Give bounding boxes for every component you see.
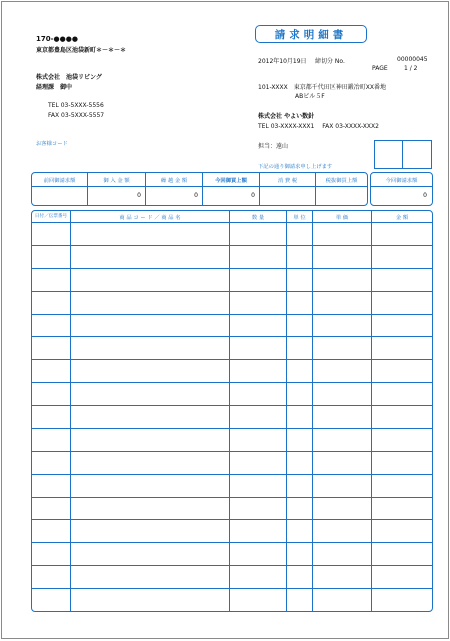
document-number: 00000045 <box>397 56 428 63</box>
closing-number-label: 締切分 No. <box>315 58 345 65</box>
table-row-divider <box>32 405 432 406</box>
summary-table <box>31 172 368 206</box>
billing-notice: 下記の通り御請求申し上げます <box>258 164 333 170</box>
summary-header-carried-over: 繰 越 金 額 <box>160 178 188 184</box>
summary-value-carried-over: 0 <box>194 192 198 199</box>
column-header-amount: 金 額 <box>395 215 409 221</box>
recipient-department: 経理課 御中 <box>36 84 73 91</box>
column-header-unit: 単 位 <box>293 215 306 221</box>
summary-header-payment-received: 御 入 金 額 <box>103 178 130 184</box>
column-header-quantity: 数 量 <box>251 215 265 221</box>
summary-header-current-billing: 今回御請求額 <box>385 178 418 184</box>
page-label: PAGE <box>372 65 388 72</box>
table-row-divider <box>32 474 432 475</box>
summary-header-pre-tax-purchases: 税抜御買上額 <box>325 178 358 184</box>
summary-value-payment-received: 0 <box>137 192 141 199</box>
summary-header-previous-billing: 前回御請求額 <box>43 178 76 184</box>
table-row-divider <box>32 451 432 452</box>
document-title: 請求明細書 <box>255 25 367 43</box>
summary-value-current-billing: 0 <box>423 192 427 199</box>
customer-code-label: お客様コード <box>36 141 68 147</box>
table-header-divider <box>32 222 432 223</box>
stamp-box <box>374 140 432 169</box>
table-row-divider <box>32 359 432 360</box>
table-row-divider <box>32 245 432 246</box>
issue-date: 2012年10月19日 <box>258 58 307 65</box>
table-row-divider <box>32 542 432 543</box>
recipient-postal-code: 170-●●●● <box>36 35 78 43</box>
summary-value-current-purchases: 0 <box>251 192 255 199</box>
page-number: 1 / 2 <box>404 65 418 72</box>
issuer-address: 101-XXXX 東京都千代田区神田鍛冶町XX番地 <box>258 84 386 91</box>
issuer-tel-fax: TEL 03-XXXX-XXX1 FAX 03-XXXX-XXX2 <box>258 123 379 130</box>
invoice-page <box>1 1 449 639</box>
recipient-address: 東京都豊島区池袋新町＊－＊－＊ <box>36 47 127 54</box>
table-row-divider <box>32 268 432 269</box>
table-row-divider <box>32 314 432 315</box>
summary-header-current-purchases: 今回御買上額 <box>215 178 247 184</box>
recipient-company: 株式会社 池袋リビング <box>36 74 102 81</box>
issuer-company: 株式会社 やよい数針 <box>258 113 315 120</box>
column-header-unit-price: 単 価 <box>335 215 349 221</box>
current-billing-box <box>370 172 433 206</box>
column-header-date-slip: 日付／伝票番号 <box>34 214 68 219</box>
issuer-building: ABビル５F <box>295 93 325 100</box>
issuer-person: 担当：遠山 <box>258 143 289 150</box>
table-row-divider <box>32 336 432 337</box>
table-row-divider <box>32 428 432 429</box>
recipient-tel: TEL 03-5XXX-5556 <box>48 102 104 109</box>
table-row-divider <box>32 382 432 383</box>
table-row-divider <box>32 588 432 589</box>
table-row-divider <box>32 519 432 520</box>
summary-header-consumption-tax: 消 費 税 <box>277 178 298 184</box>
table-row-divider <box>32 291 432 292</box>
detail-table <box>31 210 433 612</box>
table-row-divider <box>32 565 432 566</box>
recipient-fax: FAX 03-5XXX-5557 <box>48 112 105 119</box>
table-row-divider <box>32 497 432 498</box>
column-header-product: 商 品 コ ー ド ／ 商 品 名 <box>119 215 181 221</box>
